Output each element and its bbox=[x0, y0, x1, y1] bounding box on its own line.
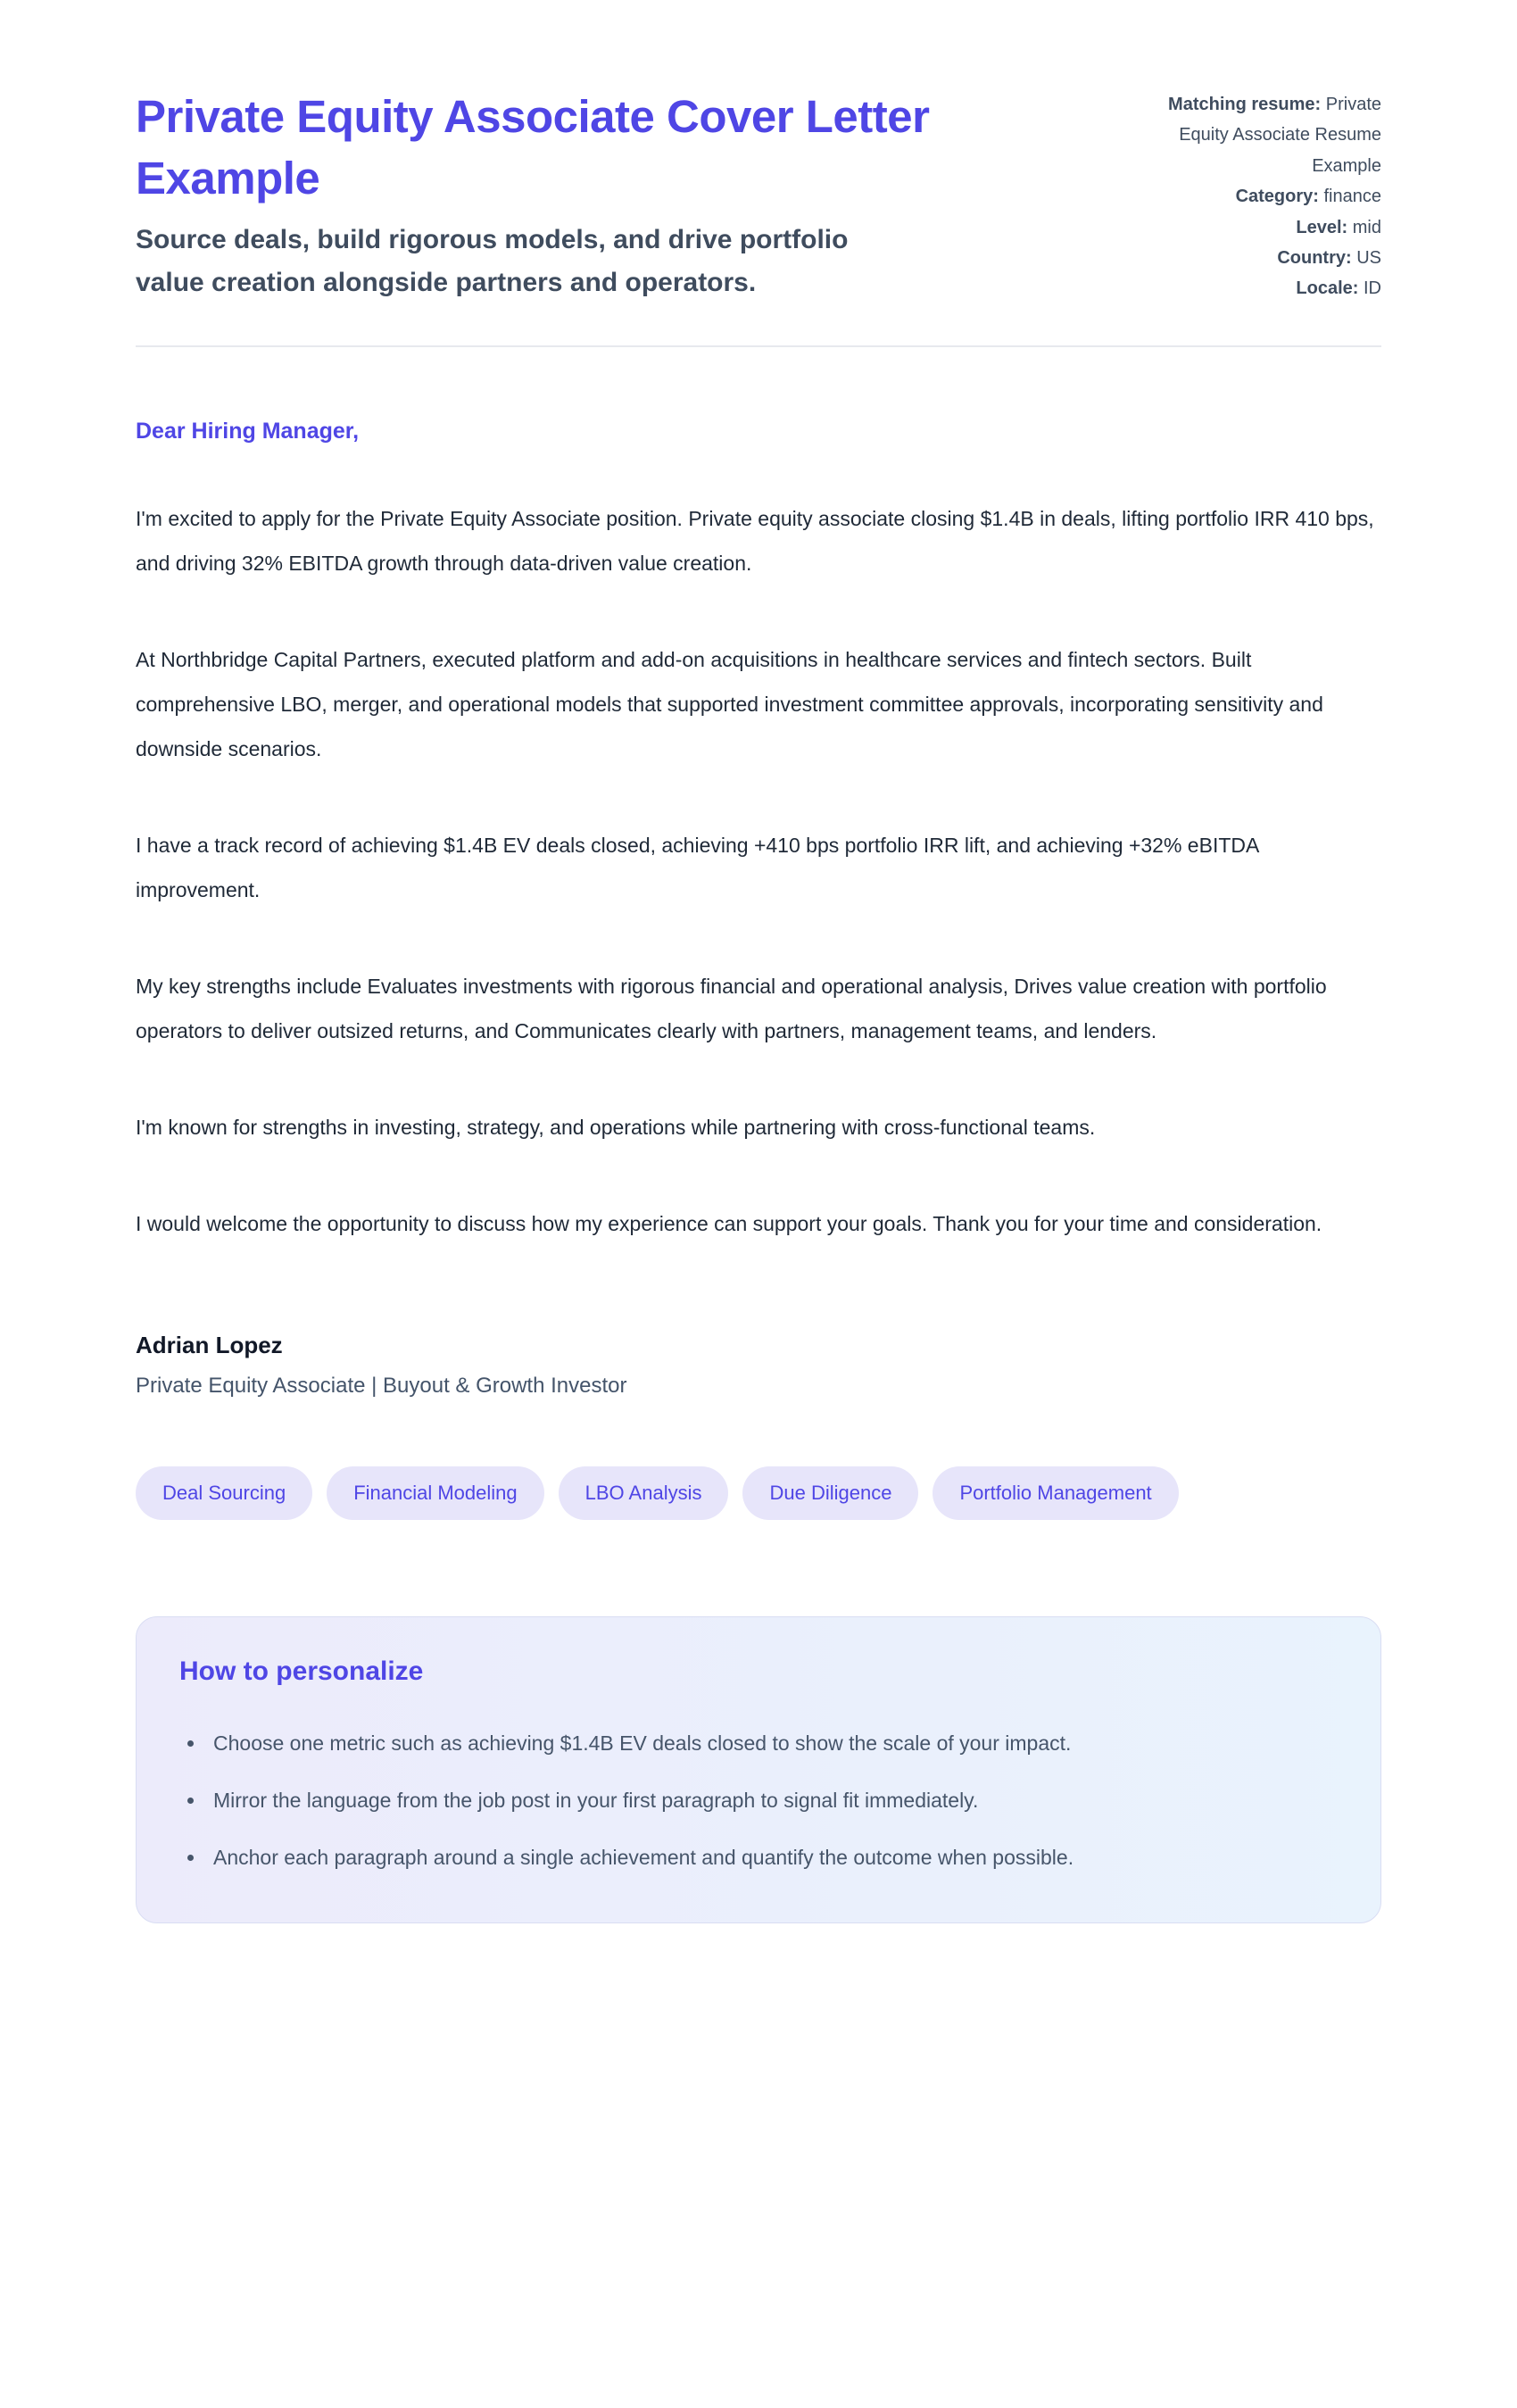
meta-level-value: mid bbox=[1352, 217, 1381, 237]
meta-country-label: Country: bbox=[1277, 247, 1352, 268]
letter-paragraph: My key strengths include Evaluates investments with rigorous financial and operational analysis, Drives value creation with portfolio operators to deliver outsized returns, and Communicates clearly with partners, management teams, and lenders. bbox=[136, 974, 1327, 1042]
personalize-tip: • Choose one metric such as achieving $1.4B EV deals closed to show the scale of your impact. bbox=[206, 1721, 1338, 1765]
meta-locale-label: Locale: bbox=[1296, 278, 1359, 299]
signature-name: Adrian Lopez bbox=[136, 1331, 283, 1358]
letter-paragraph: I would welcome the opportunity to discuss how my experience can support your goals. Thank you for your time and consideration. bbox=[136, 1211, 1322, 1235]
panel-heading: How to personalize bbox=[179, 1656, 424, 1686]
salutation: Dear Hiring Manager, bbox=[136, 418, 360, 444]
skill-tag-due-diligence: Due Diligence bbox=[742, 1466, 918, 1520]
letter-paragraph: I'm excited to apply for the Private Equity Associate position. Private equity associate closing $1.4B in deals, lifting portfolio IRR 410 bps, and driving 32% EBITDA growth through data-driven value creation. bbox=[136, 506, 1374, 575]
header-divider bbox=[136, 345, 1381, 347]
skill-tags bbox=[136, 1466, 1381, 1520]
meta-category-value: finance bbox=[1323, 187, 1381, 207]
skill-tag-deal-sourcing: Deal Sourcing bbox=[136, 1466, 312, 1520]
skill-tag-financial-modeling: Financial Modeling bbox=[327, 1466, 543, 1520]
meta-locale-value: ID bbox=[1364, 278, 1381, 299]
letter-paragraph: I'm known for strengths in investing, strategy, and operations while partnering with cross-functional teams. bbox=[136, 1115, 1096, 1139]
meta-matching-resume-value: Private Equity Associate Resume Example bbox=[1179, 95, 1381, 176]
title-block bbox=[136, 86, 1114, 304]
signature-role: Private Equity Associate | Buyout & Growth Investor bbox=[136, 1373, 627, 1398]
skill-tag-lbo-analysis: LBO Analysis bbox=[559, 1466, 729, 1520]
cover-letter-body bbox=[136, 419, 1381, 1399]
header bbox=[136, 86, 1381, 304]
resume-meta bbox=[1114, 86, 1381, 304]
personalize-tip-list bbox=[179, 1721, 1338, 1880]
meta-country-value: US bbox=[1356, 247, 1381, 268]
letter-paragraph: I have a track record of achieving $1.4B EV deals closed, achieving +410 bps portfolio IRR lift, and achieving +32% eBITDA improvement. bbox=[136, 833, 1259, 901]
content-container bbox=[136, 0, 1381, 2004]
meta-category-label: Category: bbox=[1235, 187, 1319, 207]
meta-level-label: Level: bbox=[1296, 217, 1348, 237]
page-subtitle: Source deals, build rigorous models, and drive portfolio value creation alongside partners and operators. bbox=[136, 224, 849, 297]
page-title: Private Equity Associate Cover Letter Example bbox=[136, 91, 930, 204]
letter-paragraph: At Northbridge Capital Partners, executed platform and add-on acquisitions in healthcare services and fintech sectors. Built comprehensive LBO, merger, and operational models that supported investment committee approvals, incorporating sensitivity and downside scenarios. bbox=[136, 647, 1323, 760]
meta-matching-resume-label: Matching resume: bbox=[1168, 95, 1322, 114]
personalize-tip: • Mirror the language from the job post in your first paragraph to signal fit immediately. bbox=[206, 1778, 1338, 1823]
how-to-personalize-panel bbox=[136, 1616, 1381, 1923]
skill-tag-portfolio-management: Portfolio Management bbox=[933, 1466, 1178, 1520]
personalize-tip: • Anchor each paragraph around a single achievement and quantify the outcome when possible. bbox=[206, 1835, 1338, 1880]
